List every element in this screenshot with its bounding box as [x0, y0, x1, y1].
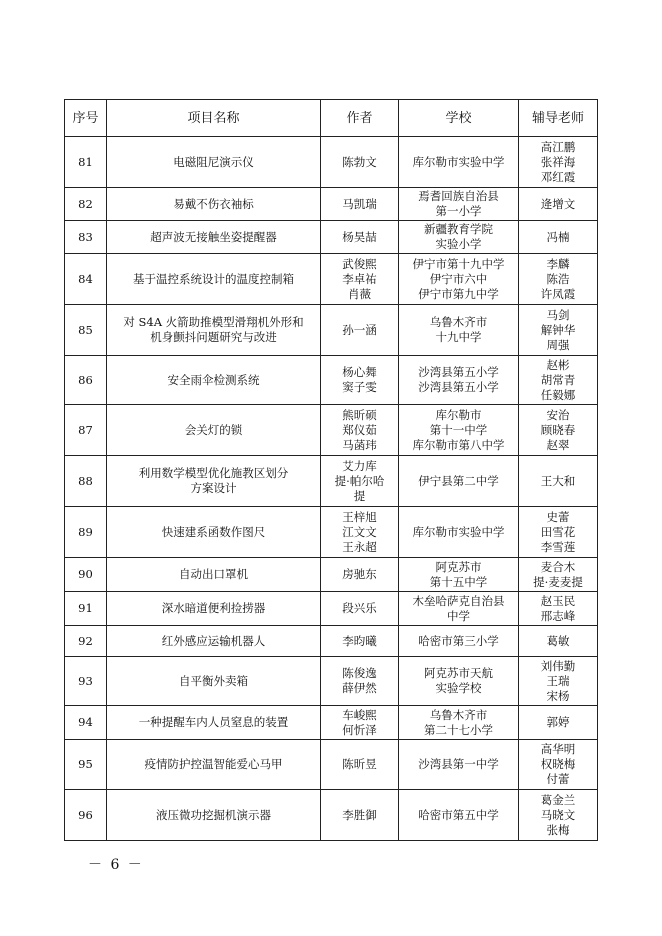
table-row: [65, 356, 598, 405]
table-row: [65, 137, 598, 188]
header-school: 学校: [399, 100, 519, 137]
cell-teacher: 葛金兰 马晓文 张梅: [519, 790, 598, 841]
cell-school: 哈密市第三小学: [399, 626, 519, 657]
cell-teacher: 冯楠: [519, 221, 598, 254]
cell-teacher: 葛敏: [519, 626, 598, 657]
cell-teacher: 逄增文: [519, 188, 598, 221]
cell-school: 木垒哈萨克自治县 中学: [399, 592, 519, 626]
cell-author: 马凯瑞: [321, 188, 399, 221]
cell-teacher: 李麟 陈浩 许凤霞: [519, 254, 598, 305]
cell-no: 82: [65, 188, 107, 221]
header-project: 项目名称: [107, 100, 321, 137]
cell-no: 95: [65, 740, 107, 790]
cell-teacher: 赵彬 胡常青 任毅娜: [519, 356, 598, 405]
cell-teacher: 高华明 权晓梅 付蕾: [519, 740, 598, 790]
header-row: [65, 100, 598, 137]
cell-author: 孙一涵: [321, 305, 399, 356]
table-row: [65, 456, 598, 507]
cell-teacher: 王大和: [519, 456, 598, 507]
table-row: [65, 790, 598, 841]
table-row: [65, 592, 598, 626]
cell-teacher: 高江鹏 张祥海 邓红霞: [519, 137, 598, 188]
cell-no: 94: [65, 706, 107, 740]
cell-no: 91: [65, 592, 107, 626]
cell-project: 利用数学模型优化施教区划分 方案设计: [107, 456, 321, 507]
cell-school: 沙湾县第一中学: [399, 740, 519, 790]
cell-project: 基于温控系统设计的温度控制箱: [107, 254, 321, 305]
cell-school: 沙湾县第五小学 沙湾县第五小学: [399, 356, 519, 405]
cell-project: 电磁阻尼演示仪: [107, 137, 321, 188]
cell-project: 易戴不伤衣袖标: [107, 188, 321, 221]
cell-school: 库尔勒市 第十一中学 库尔勒市第八中学: [399, 405, 519, 456]
header-author: 作者: [321, 100, 399, 137]
cell-author: 陈昕昱: [321, 740, 399, 790]
cell-no: 90: [65, 558, 107, 592]
table-row: [65, 558, 598, 592]
cell-author: 王梓旭 江文文 王永超: [321, 507, 399, 558]
cell-author: 房驰东: [321, 558, 399, 592]
cell-school: 新疆教育学院 实验小学: [399, 221, 519, 254]
cell-teacher: 麦合木 提·麦麦提: [519, 558, 598, 592]
cell-author: 李胜御: [321, 790, 399, 841]
cell-author: 杨心舞 窦子雯: [321, 356, 399, 405]
cell-project: 自平衡外卖箱: [107, 657, 321, 706]
cell-teacher: 史蕾 田雪花 李雪莲: [519, 507, 598, 558]
cell-school: 阿克苏市天航 实验学校: [399, 657, 519, 706]
cell-author: 陈勃文: [321, 137, 399, 188]
cell-no: 84: [65, 254, 107, 305]
cell-project: 安全雨伞检测系统: [107, 356, 321, 405]
table-row: [65, 254, 598, 305]
table-row: [65, 657, 598, 706]
cell-no: 89: [65, 507, 107, 558]
cell-project: 超声波无接触坐姿提醒器: [107, 221, 321, 254]
cell-author: 熊昕硕 郑仪茹 马菡玮: [321, 405, 399, 456]
cell-teacher: 刘伟勤 王瑞 宋杨: [519, 657, 598, 706]
cell-project: 对 S4A 火箭助推模型滑翔机外形和 机身颤抖问题研究与改进: [107, 305, 321, 356]
cell-project: 疫情防护控温智能爱心马甲: [107, 740, 321, 790]
cell-author: 车峻熙 何忻泽: [321, 706, 399, 740]
cell-school: 库尔勒市实验中学: [399, 507, 519, 558]
page-number: － 6 －: [88, 857, 144, 873]
table-row: [65, 405, 598, 456]
cell-project: 深水暗道便利捡捞器: [107, 592, 321, 626]
cell-project: 会关灯的锁: [107, 405, 321, 456]
cell-no: 88: [65, 456, 107, 507]
cell-project: 自动出口罩机: [107, 558, 321, 592]
table-row: [65, 305, 598, 356]
cell-project: 快速建系函数作图尺: [107, 507, 321, 558]
cell-school: 伊宁市第十九中学 伊宁市六中 伊宁市第九中学: [399, 254, 519, 305]
cell-no: 92: [65, 626, 107, 657]
cell-author: 段兴乐: [321, 592, 399, 626]
cell-school: 伊宁县第二中学: [399, 456, 519, 507]
cell-project: 一种提醒车内人员窒息的装置: [107, 706, 321, 740]
cell-teacher: 赵玉民 邢志峰: [519, 592, 598, 626]
cell-school: 焉耆回族自治县 第一小学: [399, 188, 519, 221]
table-row: [65, 626, 598, 657]
table-row: [65, 740, 598, 790]
header-no: 序号: [65, 100, 107, 137]
cell-school: 库尔勒市实验中学: [399, 137, 519, 188]
cell-no: 93: [65, 657, 107, 706]
cell-author: 李昀曦: [321, 626, 399, 657]
table-row: [65, 221, 598, 254]
cell-school: 阿克苏市 第十五中学: [399, 558, 519, 592]
cell-no: 85: [65, 305, 107, 356]
cell-author: 武俊熙 李卓祐 肖薇: [321, 254, 399, 305]
cell-no: 81: [65, 137, 107, 188]
cell-teacher: 郭婷: [519, 706, 598, 740]
table-row: [65, 507, 598, 558]
cell-no: 86: [65, 356, 107, 405]
table-row: [65, 188, 598, 221]
cell-project: 液压微功挖掘机演示器: [107, 790, 321, 841]
cell-no: 87: [65, 405, 107, 456]
cell-school: 乌鲁木齐市 十九中学: [399, 305, 519, 356]
cell-school: 哈密市第五中学: [399, 790, 519, 841]
award-table: [64, 99, 598, 841]
cell-project: 红外感应运输机器人: [107, 626, 321, 657]
cell-teacher: 安治 顾晓春 赵翠: [519, 405, 598, 456]
cell-no: 96: [65, 790, 107, 841]
cell-author: 杨昊喆: [321, 221, 399, 254]
table-row: [65, 706, 598, 740]
cell-teacher: 马剑 解钟华 周强: [519, 305, 598, 356]
cell-author: 陈俊逸 薛伊然: [321, 657, 399, 706]
cell-author: 艾力库 提·帕尔哈 提: [321, 456, 399, 507]
header-teacher: 辅导老师: [519, 100, 598, 137]
cell-school: 乌鲁木齐市 第二十七小学: [399, 706, 519, 740]
cell-no: 83: [65, 221, 107, 254]
